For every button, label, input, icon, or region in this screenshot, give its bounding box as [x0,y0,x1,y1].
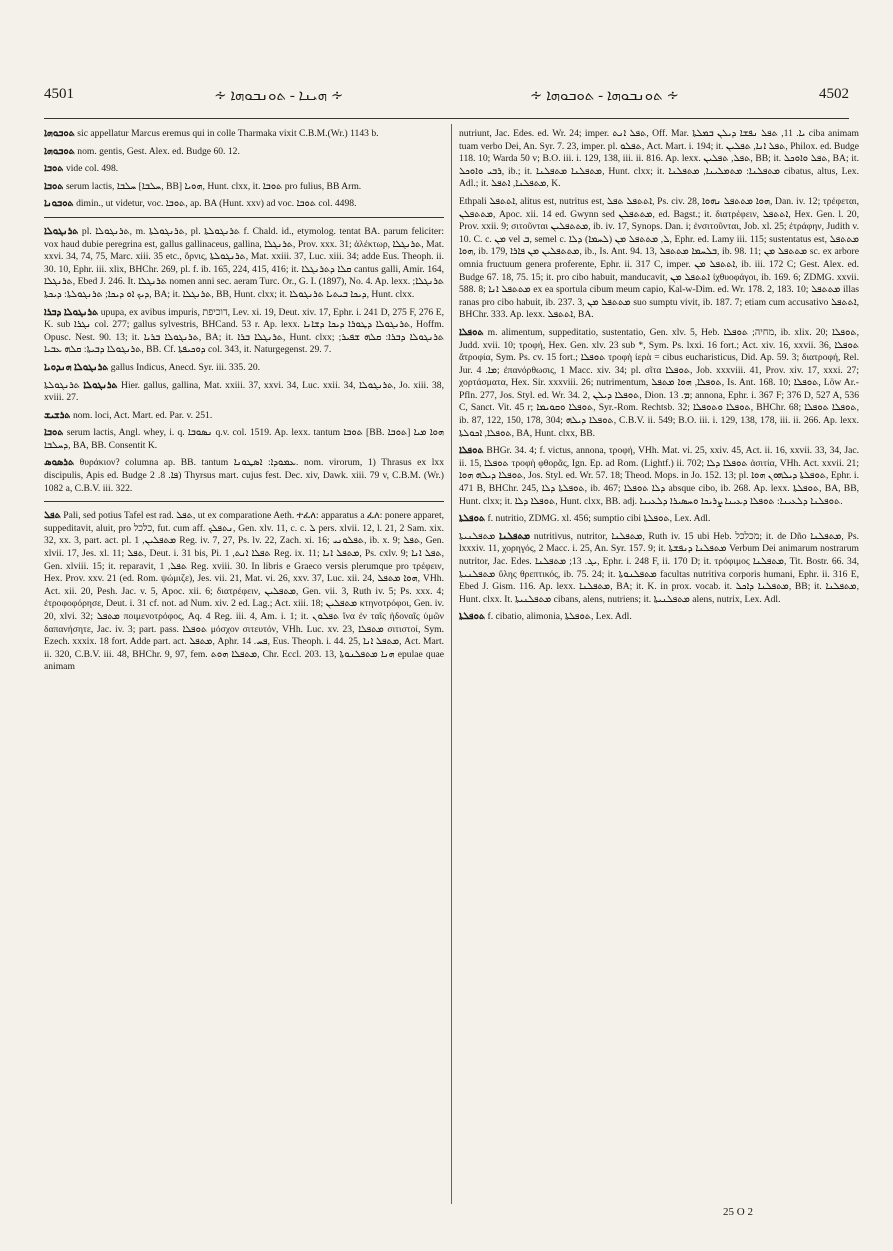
dictionary-entry [44,410,444,423]
dictionary-entry [459,531,859,607]
entry-headword: ܬܘܦܠܐ [459,326,484,338]
entry-headword: ܬܘܒܐ [44,163,64,175]
page-number-left: 4501 [44,86,74,102]
running-title-right: ∻ ܬܘܢܒܘܗܐ - ܬܘܒܘܗܐ ∻ [529,88,679,104]
entry-headword: ܬܪܫܝܫ [44,409,71,421]
entry-text: serum lactis, Angl. whey, i. q. ܢܣܘܒܐ q.v. col. 1519. Ap. lexx. tantum ܬܘܒܐ [BB. ܬܘܒܐ] ܗܘܐ ܡܝܐ ܕܚܠܒܐ, BA, BB. Consentit K. [44,427,444,451]
entry-text: nom. gentis, Gest. Alex. ed. Budge 60. 12. [77,145,240,157]
dictionary-entry [44,380,444,405]
entry-text: Ethpali ܐܬܬܦܠ, alitus est, nutritus est, ܐܬܬܦܠ ܬܦܠ, Ps. civ. 28, ܗܘܐ ܡܬܬܦܠ ܢܗܘܐ, Dan. iv. 12; τρέφεται, ܡܬܬܦܠܢ, Apoc. xii. 14 ed. Gwynn sed ܡܬܬܦܠܢ, ed. Bagst.; it. διατρέφειν, ܐܬܬܦܠ, Hex. Gen. l. 20, Prov. xxii. 9; σιτοῦνται ܡܬܬܦܠܝܢ, ib. iv. 17, Synops. Dan. i; ἐνσιτοῦνται, Job. xl. 25; ἐτράφην, Judith v. 10. C. c. ܡܢ vel ܒ, semel c. ܠ, ܡܬܬܦܠ ܡܢ (ܠܚܡܐ) ܕܠܐ, Ephr. ed. Lamy iii. 115; sustentatus est, ܡܬܬܦܠ ܗܘܐ, ib. 179, ܡܬܬܦܠܝܢ ܡܢ ܦܐܪܐ, ib., Is. Ant. 94. 13, ܒܠܚܡܐ ܡܬܬܦܠ, ib. 98. 11; ܡܬܬܦܠ ܡܢ sc. ex arbore omnia fructuum genera proferente, Ephr. ii. 317 C, imper. ܐܬܬܦܠ ܡܢ, ib. iii. 172 C; Gest. Alex. ed. Budge 67. 18, 75. 15; it. pro cibo habuit, manducavit, ܐܬܬܦܠ ܡܢ ἰχθυοφάγοι, ib. 169. 6; ZDMG. xxvii. 588. 8; ܡܬܬܦܠ ܐܢܐ ex ea sportula cibum meum capio, Kal-w-Dim. ed. Wr. 178. 2, 183. 10; ܡܬܬܦܠ illas ranas pro cibo habuit, ib. 237. 3, ܡܬܬܦܠ ܡܢ suo sumptu vivit, ib. 187. 7; etiam cum accusativo ܐܬܬܦܠ, BHChr. 333. Ap. lexx. ܐܬܬܦܠ, BA. [459,195,859,321]
entry-text: m. alimentum, suppeditatio, sustentatio, Gen. xlv. 5, Heb. מחיה; ܬܘܦܠܐ, ib. xlix. 20; ܬܘܦܠܐ, Judd. xvii. 10; τροφή, Hex. Gen. xlv. 23 sub *, Sym. Ps. lxxi. 16 fort.; Act. xiv. 16, xxvii. 36, ܬܘܦܠܐ ἄτροφία, Sym. Ps. cv. 15 fort.; ܬܘܦܠܐ τροφὴ ἱερὰ = cibus eucharisticus, Did. Ap. 59. 3; διατροφή, Rel. Jur. ܡܐ. 4; ἐπανόρθωσις, 1 Macc. xiv. 34; pl. σῖτα ܬܘܦܠܐ, Job. xxxviii. 41, Prov. xiv. 17, xxxi. 27; χορτάσματα, Hex. Sir. xxxviii. 26; nutrimentum, ܬܘܦܠܐ, ܗܘܐ ܡܬܦܠ, Is. Ant. 168. 10; ܬܘܦܠܐ, Löw Ar.-Pfln. 277, Jos. Styl. ed. Wr. 34. 2, ܬܘܦܠܐ ܕܝܠܢ, Dion. ܡ. 13; annona, Ephr. i. 367 F; 376 D, 527 A, 536 C, Sanct. Vit. 45 r; ܬܘܦܠܐ ܘܩܘܝܡܐ, Syr.-Rom. Rechtsb. 32; ܬܘܦܠܐ ܘܬܘܦܠܐ, BHChr. 68; ܬܘܦܠܐ ܬܘܦܠܐ, ib. 87, 122, 150, 178, 304; ܬܘܦܠܐ ܕܝܠܗ, C.B.V. ii. 549; B.O. iii. i. 129, 138, 178, iii. ii. 266. Ap. lexx. ܬܘܦܠܐ, ܐܟܘܠܬܐ, BA, Hunt. clxx, BB. [459,326,859,439]
entry-headword: ܬܘܒܘܢܐ [44,198,74,210]
dictionary-entry [459,196,859,322]
entry-text: nutriunt, Jac. Edes. ed. Wr. 24; imper. ܬܦܠ ܐܢܬ, Off. Mar. ܝܐ. 11, ܬܦܠ ܢܦܫܐ ܕܝܠܢ ܒܡܠܬܐ ciba animam tuam verbo Dei, An. Syr. 7. 23, imper. pl. ܬܦܠܘ, Act. Mart. i. 194; it. ܬܦܠ ܐܢܐ, ܬܦܠܝܢ, Philox. ed. Budge 118. 10; Warda 50 v; B.O. iii. i. 129, 138, iii. ii. 816. Ap. lexx. ܬܦܠ, ܬܦܠܝܢ, BB; it. ܬܦܠ ܘܐܘܟܠ, BA; it. ܪܒܝ ܘܐܘܟܠ, ib.; it. ܡܬܦܠܢܐ ܡܬܦܠܢܐ, Hunt. clxx; it. ܡܬܦܠܢܐ: ܡܬܡܠܝܢܐ, ܡܬܦܠܢܐ cibatus, altus, Lex. Adl.; it. ܡܬܦܠܢܐ, ܐܬܦܠ, K. [459,128,859,190]
entry-headword: ܬܘܦܠܬܐ [459,513,486,525]
dictionary-entry [459,611,859,624]
entry-text: upupa, ex avibus impuris, דוכיפת, Lev. xi. 19, Deut. xiv. 17, Ephr. i. 241 D, 275 F, 276 E, K. sub ܢܓܪܐ col. 277; gallus sylvestris, BHCand. 53 r. Ap. lexx. ܬܪܢܓܘܠܐ ܕܛܘܪܐ ܕܝܟܐ ܕܫܐܢܐ, Hoffm. Opusc. Nest. 90. 13; it. ܬܪܢܓܘܠܐ ܒܪܝܐ, BA; it. ܬܪܢܓܠܐ ܒܪܐ, Hunt. clxx; ܬܪܢܓܘܠܐ ܕܒܪܐ: ܩܠܗ ܫܦܝܪ; ܬܪܢܓܘܠܐ ܕܒܝܬܐ: ܩܠܗ ܥܒܝܐ, BB. Cf. ܕܘܟܝܦܬܐ col. 343, it. Naturgegenst. 29. 7. [44,306,444,356]
entry-text: nom. loci, Act. Mart. ed. Par. v. 251. [72,409,213,421]
entry-headword: ܬܪܢܓܘܠܐ [83,379,118,391]
entry-text: dimin., ut videtur, voc. ܬܘܒܐ, ap. BA (Hunt. xxv) ad voc. ܬܘܒܐ col. 4498. [76,198,357,210]
entry-headword: ܬܘܒܘܗܐ [44,128,75,139]
page-number-right: 4502 [819,86,849,102]
entry-headword: ܬܪܣܘܣ [44,457,75,469]
entry-text: pl. ܬܪܢܓܘܠܐ, m. ܬܪܢܓܘܠܬܐ, pl. ܬܪܢܓܘܠܬܐ f. Chald. id., etymolog. tentat BA. parum feliciter: vox haud dubie peregrina est, gallus gallinaceus, gallina, ܬܪܢܓܠܐ, Prov. xxx. 31; ἀλέκτωρ, ܬܪܢܓܠܐ, Mat. xxvi. 34, 74, 75, Marc. xiii. 35 etc., ὄρνις, ܬܪܢܓܘܠܬܐ, Mat. xxiii. 37, Luc. xiii. 34; adde Eus. Theoph. ii. 30. 10, Ephr. iii. xlix, BHChr. 269, pl. f. ib. 165, 224, 415, 416; it. ܩܠܐ ܕܬܪܢܓܠܐ cantus galli, Amir. 164, ܬܪܢܓܠܐ, Ebed J. 246. It. ܬܪܢܓܠܐ nomen anni sec. aeram Turc. Or., G. I. (1897), No. 4. Ap. lexx. ܬܪܢܓܠܐ; ܕܝܟ ܐܘ ܕܝܟܐ; ܬܪܢܓܘܠܬܐ: ܕܝܟܬܐ, BA; it. ܬܪܢܓܠܐ, BB, Hunt. clxx; it. ܕܝܟܐ ܒܝܬܝܐ ܬܪܢܓܘܠܐ, Hunt. clxx. [44,225,444,300]
entry-text: vide col. 498. [65,163,119,175]
column-divider [451,124,452,1204]
dictionary-entry [44,427,444,452]
dictionary-entry [459,513,859,526]
entry-headword: ܬܪܢܓܘܠܐ [44,225,79,237]
entry-text: ܡܬܦܠܢܝܬܐ nutritivus, nutritor, ܡܬܦܠܢܐ, Ruth iv. 15 ubi Heb. מכלכל; it. de Dño ܡܬܦܠܢܐ, Ps. lxxxiv. 11, χορηγός, 2 Macc. i. 25, An. Syr. 157. 9; it. ܡܬܦܠܢܐ ܕܢܦܫܬܐ Verbum Dei animarum nostrarum nutritor, Jac. Edes. ܝܓ. 13; ܡܬܦܠܢܐ, Ephr. i. 248 F, ii. 170 D; it. τρόφιμος ܡܬܦܠܢܐ, Tit. Bostr. 66. 34, ܡܬܦܠܢܝܬܐ ὕλης θρεπτικός, ib. 75. 24; it. ܡܬܦܠܢܘܬܐ facultas nutritiva corporis humani, Ephr. ii. 316 E, Ebed J. Gism. 116. Ap. lexx. ܡܬܦܠܢܐ, BA; it. K. in prox. vocab. it. ܡܬܦܠܢܐ ܕܐܟܠ, BB; it. ܡܬܦܠܢܐ, Hunt. clxx. It. ܡܬܦܠܢܝܬܐ cibans, alens, nutriens; it. ܡܬܦܠܢܝܬܐ alens, nutrix, Lex. Adl. [459,530,859,605]
dictionary-entry [44,362,444,375]
entry-text: Pali, sed potius Tafel est rad. ܬܦܠ, ut ex comparatione Aeth. ተፈለ: apparatus a ፈለ: ponere apparet, suppeditavit, aluit, pro כלכל, fut. cum aff. ܢܬܦܠܟ, Gen. xlv. 11, c. c. ܠ pers. xlvii. 12, l. 21, 2 Sam. xix. 32, xx. 3, part. act. pl. ܡܬܦܠܝܢ, 1 Reg. iv. 7, 27, Ps. lv. 22, Zach. xi. 16; ܬܦܠܘܢܝ, ib. x. 9; ܬܦܠ, Gen. xlvii. 17, Jes. xl. 11; ܬܦܠ, Deut. i. 31 bis, Pi. ܬܦܠܐ ܐܢܬ, 1 Reg. ix. 11; ܡܬܦܠ ܐܢܐ, Ps. cxlv. 9; ܬܦܠ ܐܢܐ, Gen. xlviii. 15; it. reparavit, ܬܦܠ, 1 Reg. xviii. 30. In libris e Graeco versis plerumque pro τρέφειν, Hex. Prov. xxv. 21 (ed. Rom. ψώμιζε), Jes. vii. 21, Mat. vi. 26, xxv. 37, Luc. xii. 24, ܗܘܐ ܡܬܦܠ, VHh. Act. xii. 20, Pesh. Jac. v. 5, Apoc. xii. 6; διατρέφειν, ܡܬܦܠܝܢ, Gen. vii. 3, Ruth iv. 5; Ps. xxx. 4; ἐτροφοφόρησε, Deut. i. 31 cf. not. ad Num. xiv. 2 ed. Lag.; Act. xiii. 18; ܡܬܦܠܝܢ κτηνοτρόφοι, Gen. iv. 20, xlvi. 32; ܡܬܦܠ ποιμενοτρόφος, Aq. 4 Reg. iii. 4, Am. i. 1; it. ܬܦܠܘܢ ἵνα ἐν ταῖς ἡδοναῖς ὑμῶν δαπανήσητε, Jac. iv. 3; part. pass. ܬܘܦܠܐ μόσχον σιτευτόν, VHh. Luc. xv. 23, ܡܬܦܠܐ σιτιστοί, Sym. Ezech. xxxix. 18 fort. Adde part. act. ܡܬܦܠ, Aphr. ܦܚ. 14, Eus. Theoph. i. 44. 25, ܡܬܦܠ ܐܢܐ, Act. Mart. ii. 320, C.B.V. iii. 48, BHChr. 9, 97, fem. ܡܬܦܠܐ ܗܘܬ, Chr. Eccl. 203. 13, ܗܢܐ ܡܬܦܠܢܘܬܐ epulae quae animam [44,510,444,673]
entry-headword: ܬܦܠ [44,510,61,522]
entry-text: f. nutritio, ZDMG. xl. 456; sumptio cibi ܬܘܦܠܬܐ, Lex. Adl. [487,513,711,525]
dictionary-entry [44,181,444,194]
dictionary-entry [44,146,444,159]
running-header [44,86,849,110]
entry-text: θυράκιον? columna ap. BB. tantum ܥܡܘܕܐ: ܐܣܛܘܢܐ. nom. virorum, 1) Thrasus ex lxx discipulis, Apis ed. Budge ܦܐ. 8. 2) Thyrsus mart. cujus fest. Dec. xiv, Dawk. xiii. 79 v, C.B.M. (Wr.) 1082 a, C.B.V. iii. 322. [44,457,444,494]
dictionary-entry [44,128,444,141]
entry-headword: ܡܬܦܠܢܐ [499,530,531,542]
entry-text: f. cibatio, alimonia, ܬܘܦܠܬܐ, Lex. Adl. [487,611,632,623]
entry-headword: ܬܘܦܠܬܐ [459,611,486,623]
entry-headword: ܬܪܢܓܘܠܐ ܕܒܪܐ [44,306,99,318]
entry-text: BHGr. 34. 4; f. victus, annona, τροφή, VHh. Mat. vi. 25, xxiv. 45, Act. ii. 16, xxvii. 33, 34, Jac. ii. 15, ܬܘܦܠܐ τροφὴ φθορᾶς, Ign. Ep. ad Rom. (Lightf.) ii. 702; ܬܘܦܠܐ ܕܠܐ ἀσιτία, VHh. Act. xxvii. 21; ܬܘܦܠܐ ܕܝܠܗ ܗܘܐ, Jos. Styl. ed. Wr. 57. 18; Theod. Mops. in Jo. 152. 13; pl. ܬܘܦܠܬܐ ܕܝܠܗܘܢ ܗܘܐ, Ephr. i. 471 B, BHChr. 245, ܬܘܦܠܬܐ ܕܠܐ, ib. 467; ܕܠܐ ܬܘܦܠܐ absque cibo, ib. 268. Ap. lexx. ܬܘܦܠܬܐ, BA, BB, Hunt. clxx; it. ܬܘܦܠܐ ܕܠܐ, Hunt. clxx, BB. adj. ܬܘܦܠܢܐ ܕܠܥܝܢܐ: ܬܘܦܠܐ ܕܥܝܢܐ ܨܪܝܟܐ ܘܚܣܝܪܐ ܕܠܥܝܢܐ. [459,445,859,507]
entry-headword: ܬܘܦܠܐ [459,445,484,457]
dictionary-entry [44,457,444,495]
entry-text: ܬܪܢܓܘܠܬܐ Hier. gallus, gallina, Mat. xxiii. 37, xxvi. 34, Luc. xxii. 34, ܬܪܢܓܘܠܐ, Jo. xiii. 38, xviii. 27. [44,379,444,404]
dictionary-entry [44,307,444,357]
dictionary-entry [459,445,859,508]
signature-mark: 25 O 2 [723,1206,753,1218]
entry-text: sic appellatur Marcus eremus qui in colle Tharmaka vixit C.B.M.(Wr.) 1143 b. [77,128,379,139]
entry-text: serum lactis, ܚܠܒܐ [ܚܠܒܐ, BB] ܗܘܝܐ, Hunt. clxx, it. ܬܘܒܐ pro fulius, BB Arm. [65,180,362,192]
entry-headword: ܬܪܢܓܘܠܐ ܗܢܕܘܝܐ [44,361,109,373]
dictionary-entry [44,163,444,176]
right-column [459,128,859,1198]
entry-separator [44,501,444,502]
entry-headword: ܬܘܒܐ [44,180,64,192]
left-column [44,128,444,1198]
dictionary-entry [44,198,444,211]
header-rule [44,118,849,119]
dictionary-entry [459,128,859,191]
entry-separator [44,217,444,218]
entry-headword: ܬܘܒܘܗܐ [44,145,75,157]
running-title-left: ∻ ܗܝܢܐ - ܬܘܢܒܘܗܐ ∻ [214,88,344,104]
dictionary-entry [44,510,444,674]
dictionary-entry [44,226,444,302]
entry-text: gallus Indicus, Anecd. Syr. iii. 335. 20. [110,361,261,373]
dictionary-entry [459,327,859,440]
entry-headword: ܬܘܒܐ [44,427,64,439]
